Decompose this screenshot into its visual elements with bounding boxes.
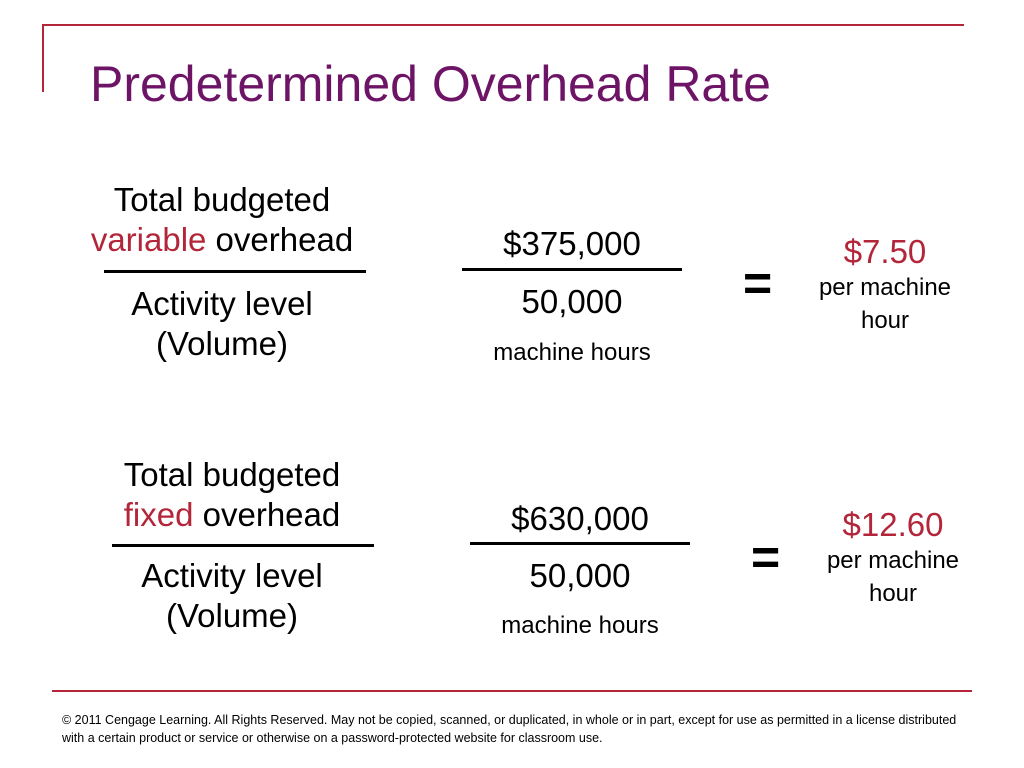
fixed-label-rest: overhead	[193, 496, 341, 534]
frame-left-rule	[42, 24, 44, 92]
frame-top-rule	[42, 24, 964, 26]
fixed-denominator-unit: machine hours	[501, 612, 659, 639]
fixed-result-unit-line2: hour	[868, 579, 918, 607]
fixed-label-fraction-bar	[112, 544, 374, 547]
fixed-value-fraction-bar	[470, 542, 690, 545]
variable-value-fraction-bar	[462, 268, 682, 271]
copyright-notice: © 2011 Cengage Learning. All Rights Reserved. May not be copied, scanned, or duplicated, in whole or in part, except for use as permitted in a license distributed with a certain product or service or otherwise on a password-protected website for classroom use.	[62, 713, 957, 745]
variable-denominator-line2: (Volume)	[155, 325, 289, 363]
variable-denominator-line1: Activity level	[131, 285, 313, 322]
variable-formula-denominator	[52, 284, 392, 365]
variable-equals-sign: =	[743, 255, 773, 311]
variable-denominator-unit: machine hours	[493, 339, 651, 366]
variable-label-line1: Total budgeted	[113, 181, 331, 218]
slide-title: Predetermined Overhead Rate	[90, 56, 771, 112]
footer-rule	[52, 690, 972, 692]
variable-formula-label	[52, 180, 392, 261]
variable-label-line2	[52, 220, 392, 260]
variable-keyword: variable	[90, 221, 207, 259]
fixed-formula-denominator	[62, 556, 402, 637]
variable-result	[790, 232, 980, 337]
fixed-denominator-line2: (Volume)	[165, 597, 299, 635]
fixed-label-line1: Total budgeted	[123, 456, 341, 493]
variable-denominator-value: 50,000	[521, 283, 623, 320]
fixed-label-line2	[62, 495, 402, 535]
fixed-denominator-value: 50,000	[529, 557, 631, 594]
variable-result-unit-line2: hour	[860, 306, 910, 334]
fixed-numerator-value: $630,000	[511, 500, 649, 537]
fixed-result-unit-line1: per machine	[826, 547, 960, 575]
variable-result-value: $7.50	[843, 233, 927, 270]
fixed-result	[798, 505, 988, 610]
fixed-denominator-line1: Activity level	[141, 557, 323, 594]
variable-numerator-value: $375,000	[503, 225, 641, 262]
fixed-result-value: $12.60	[842, 506, 944, 543]
fixed-equals-sign: =	[751, 529, 781, 585]
variable-result-unit-line1: per machine	[818, 274, 952, 302]
variable-label-rest: overhead	[206, 221, 354, 259]
fixed-formula-label	[62, 455, 402, 536]
variable-label-fraction-bar	[104, 270, 366, 273]
fixed-keyword: fixed	[123, 496, 194, 534]
